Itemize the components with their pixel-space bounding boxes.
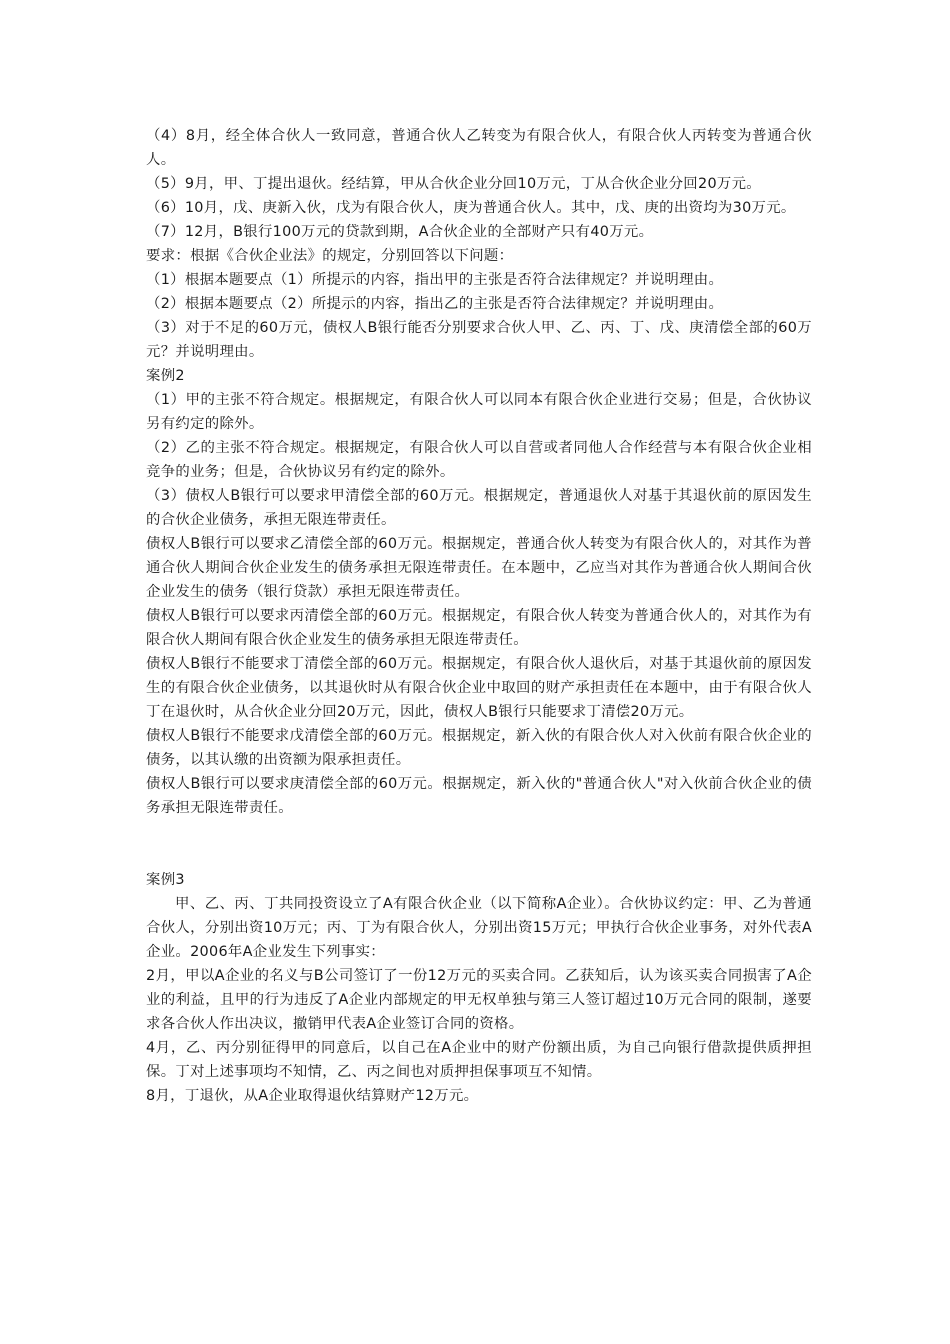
paragraph: （7）12月，B银行100万元的贷款到期，A合伙企业的全部财产只有40万元。	[146, 224, 654, 240]
case3-intro-paragraph: 甲、乙、丙、丁共同投资设立了A有限合伙企业（以下简称A企业）。合伙协议约定：甲、乙为普通合伙人，分别出资10万元；丙、丁为有限合伙人，分别出资15万元；甲执行合伙企业事务，对外代表A企业。2006年A企业发生下列事实：	[146, 896, 812, 960]
paragraph: 债权人B银行不能要求丁清偿全部的60万元。根据规定，有限合伙人退伙后，对基于其退伙前的原因发生的有限合伙企业债务，以其退伙时从有限合伙企业中取回的财产承担责任在本题中，由于有限合伙人丁在退伙时，从合伙企业分回20万元，因此，债权人B银行只能要求丁清偿20万元。	[146, 656, 812, 720]
paragraph: 债权人B银行可以要求庚清偿全部的60万元。根据规定，新入伙的"普通合伙人"对入伙前合伙企业的债务承担无限连带责任。	[146, 776, 812, 816]
paragraph: 债权人B银行可以要求丙清偿全部的60万元。根据规定，有限合伙人转变为普通合伙人的，对其作为有限合伙人期间有限合伙企业发生的债务承担无限连带责任。	[146, 608, 812, 648]
paragraph: 8月，丁退伙，从A企业取得退伙结算财产12万元。	[146, 1088, 479, 1104]
paragraph: 债权人B银行不能要求戊清偿全部的60万元。根据规定，新入伙的有限合伙人对入伙前有限合伙企业的债务，以其认缴的出资额为限承担责任。	[146, 728, 812, 768]
paragraph: 债权人B银行可以要求乙清偿全部的60万元。根据规定，普通合伙人转变为有限合伙人的，对其作为普通合伙人期间合伙企业发生的债务承担无限连带责任。在本题中，乙应当对其作为普通合伙人期间合伙企业发生的债务（银行贷款）承担无限连带责任。	[146, 536, 812, 600]
section-heading: 案例2	[146, 368, 185, 384]
section-spacer	[146, 820, 812, 868]
paragraph: （1）甲的主张不符合规定。根据规定，有限合伙人可以同本有限合伙企业进行交易；但是，合伙协议另有约定的除外。	[146, 392, 812, 432]
paragraph: （2）根据本题要点（2）所提示的内容，指出乙的主张是否符合法律规定？并说明理由。	[146, 296, 724, 312]
paragraph: 要求：根据《合伙企业法》的规定，分别回答以下问题：	[146, 248, 514, 264]
paragraph: （6）10月，戊、庚新入伙，戊为有限合伙人，庚为普通合伙人。其中，戊、庚的出资均为30万元。	[146, 200, 796, 216]
document-body	[146, 124, 812, 1108]
paragraph: （3）对于不足的60万元，债权人B银行能否分别要求合伙人甲、乙、丙、丁、戊、庚清偿全部的60万元？并说明理由。	[146, 320, 812, 360]
paragraph: （3）债权人B银行可以要求甲清偿全部的60万元。根据规定，普通退伙人对基于其退伙前的原因发生的合伙企业债务，承担无限连带责任。	[146, 488, 812, 528]
paragraph: （2）乙的主张不符合规定。根据规定，有限合伙人可以自营或者同他人合作经营与本有限合伙企业相竞争的业务；但是，合伙协议另有约定的除外。	[146, 440, 812, 480]
paragraph: （1）根据本题要点（1）所提示的内容，指出甲的主张是否符合法律规定？并说明理由。	[146, 272, 724, 288]
paragraph: 4月，乙、丙分别征得甲的同意后，以自己在A企业中的财产份额出质，为自己向银行借款提供质押担保。丁对上述事项均不知情，乙、丙之间也对质押担保事项互不知情。	[146, 1040, 812, 1080]
paragraph: （4）8月，经全体合伙人一致同意，普通合伙人乙转变为有限合伙人，有限合伙人丙转变为普通合伙人。	[146, 128, 812, 168]
case2-questions-and-answers	[146, 124, 812, 820]
paragraph: （5）9月，甲、丁提出退伙。经结算，甲从合伙企业分回10万元，丁从合伙企业分回20万元。	[146, 176, 761, 192]
paragraph: 2月，甲以A企业的名义与B公司签订了一份12万元的买卖合同。乙获知后，认为该买卖合同损害了A企业的利益，且甲的行为违反了A企业内部规定的甲无权单独与第三人签订超过10万元合同的限制，遂要求各合伙人作出决议，撤销甲代表A企业签订合同的资格。	[146, 968, 812, 1032]
case3-section	[146, 868, 812, 1108]
section-heading: 案例3	[146, 872, 185, 888]
